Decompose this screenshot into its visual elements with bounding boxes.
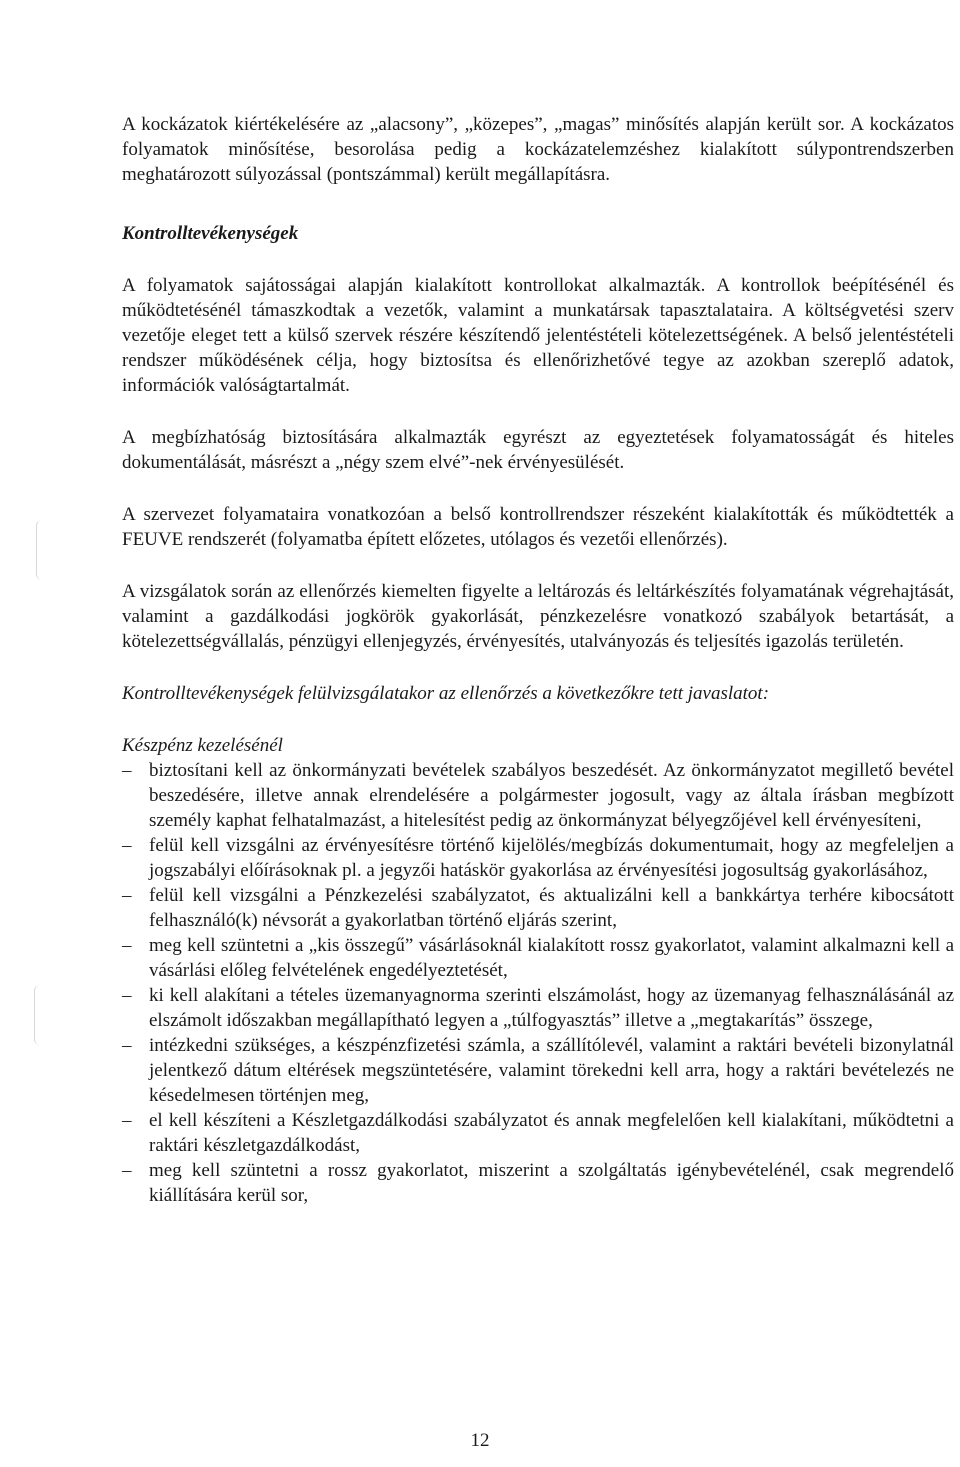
dash-bullet: – (122, 1035, 132, 1056)
paragraph-feuve: A szervezet folyamataira vonatkozóan a belső kontrollrendszer részeként kialakították és működtették a FEUVE rendszerét (folyamatba épített előzetes, utólagos és vezetői ellenőrzés). (122, 504, 954, 550)
dash-bullet: – (122, 885, 132, 906)
list-item-text: biztosítani kell az önkormányzati bevételek szabályos beszedését. Az önkormányzatot megillető bevétel beszedésére, illetve annak elrendelésére a polgármester jogosult, vagy az általa írásban megbízott személy kaphat felhatalmazást, a hitelesítést pedig az önkormányzat bélyegzőjével kell érvényesíteni, (149, 760, 954, 831)
list-item-text: el kell készíteni a Készletgazdálkodási szabályzatot és annak megfelelően kell kialakítani, működtetni a raktári készletgazdálkodást, (149, 1110, 954, 1156)
paragraph-reliability: A megbízhatóság biztosítására alkalmazták egyrészt az egyeztetések folyamatosságát és hiteles dokumentálását, másrészt a „négy szem elvé”-nek érvényesülését. (122, 427, 954, 473)
list-item (122, 933, 954, 983)
dash-bullet: – (122, 1110, 132, 1131)
heading-recommendations: Kontrolltevékenységek felülvizsgálatakor az ellenőrzés a következőkre tett javaslatot: (122, 683, 770, 704)
list-item (122, 883, 954, 933)
list-item-text: meg kell szüntetni a „kis összegű” vásárlásoknál kialakított rossz gyakorlatot, valamint alkalmazni kell a vásárlási előleg felvételének engedélyeztetését, (149, 935, 954, 981)
list-item (122, 1108, 954, 1158)
list-item-text: ki kell alakítani a tételes üzemanyagnorma szerinti elszámolást, hogy az üzemanyag felhasználásánál az elszámolt időszakban megállapítható legyen a „túlfogyasztás” illetve a „megtakarítás” összege, (149, 985, 954, 1031)
paragraph-risk-evaluation: A kockázatok kiértékelésére az „alacsony”, „közepes”, „magas” minősítés alapján került sor. A kockázatos folyamatok minősítése, besorolása pedig a kockázatelemzéshez kialakított súlypontrendszerben meghatározott súlyozással (pontszámmal) került megállapításra. (122, 114, 954, 185)
list-item (122, 758, 954, 833)
list-item-text: felül kell vizsgálni a Pénzkezelési szabályzatot, és aktualizálni kell a bankkártya terhére kibocsátott felhasználó(k) névsorát a gyakorlatban történő eljárás szerint, (149, 885, 954, 931)
page-number: 12 (470, 1430, 490, 1451)
recommendation-list (122, 758, 954, 1208)
list-item-text: intézkedni szükséges, a készpénzfizetési számla, a szállítólevél, valamint a raktári bevételi bizonylatnál jelentkező dátum eltérések megszüntetésére, valamint törekedni kell arra, hogy a raktári bevételezés ne késedelmesen történjen meg, (149, 1035, 954, 1106)
document-page (122, 112, 954, 1208)
paragraph-inspections: A vizsgálatok során az ellenőrzés kiemelten figyelte a leltározás és leltárkészítés folyamatának végrehajtását, valamint a gazdálkodási jogkörök gyakorlását, pénzkezelésre vonatkozó szabályok betartását, a kötelezettségvállalás, pénzügyi ellenjegyzés, érvényesítés, utalványozás és teljesítés igazolás területén. (122, 581, 954, 652)
heading-cash-handling: Készpénz kezelésénél (122, 735, 283, 756)
paragraph-controls: A folyamatok sajátosságai alapján kialakított kontrollokat alkalmazták. A kontrollok beépítésénél és működtetésénél támaszkodtak a vezetők, valamint a munkatársak tapasztalataira. A költségvetési szerv vezetője eleget tett a külső szervek részére készítendő jelentéstételi kötelezettségének. A belső jelentéstételi rendszer működésének célja, hogy biztosítsa és ellenőrizhetővé tegye az azokban szereplő adatok, információk valóságtartalmát. (122, 275, 954, 396)
list-item (122, 1158, 954, 1208)
dash-bullet: – (122, 1160, 132, 1181)
margin-bracket-mark (34, 985, 41, 1045)
dash-bullet: – (122, 935, 132, 956)
dash-bullet: – (122, 760, 132, 781)
section-heading-control-activities: Kontrolltevékenységek (122, 223, 299, 244)
list-item (122, 833, 954, 883)
list-item (122, 1033, 954, 1108)
list-item (122, 983, 954, 1033)
list-item-text: meg kell szüntetni a rossz gyakorlatot, miszerint a szolgáltatás igénybevételénél, csak megrendelő kiállítására kerül sor, (149, 1160, 954, 1206)
list-item-text: felül kell vizsgálni az érvényesítésre történő kijelölés/megbízás dokumentumait, hogy az megfeleljen a jogszabályi előírásoknak pl. a jegyzői hatáskör gyakorlása az érvényesítési jogosultság gyakorlásához, (149, 835, 954, 881)
margin-bracket-mark (36, 520, 43, 580)
dash-bullet: – (122, 985, 132, 1006)
dash-bullet: – (122, 835, 132, 856)
